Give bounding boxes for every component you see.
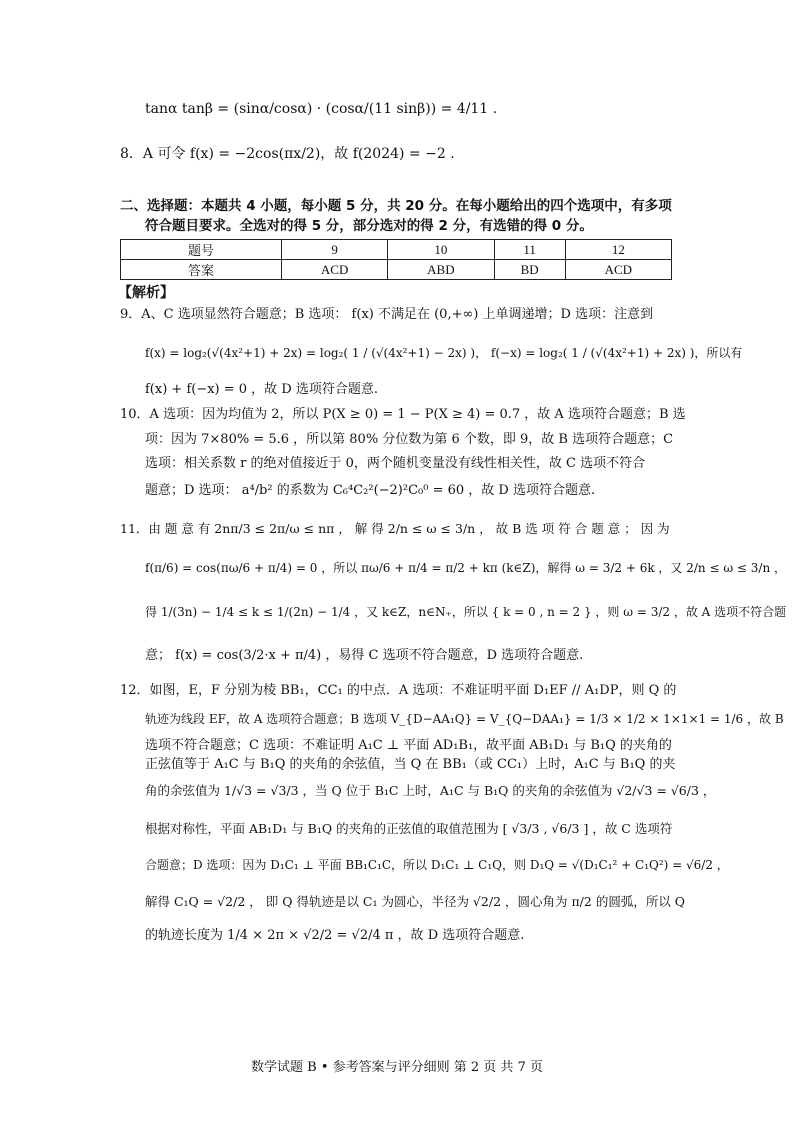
table-cell: 9 bbox=[282, 240, 388, 260]
q12-line-8: 解得 C₁Q = √2/2 ， 即 Q 得轨迹是以 C₁ 为圆心，半径为 √2/2 ，圆心角为 π/2 的圆弧，所以 Q bbox=[145, 894, 686, 909]
table-row bbox=[121, 240, 672, 260]
q9-line-1: 9．A、C 选项显然符合题意；B 选项： f(x) 不满足在 (0,+∞) 上单调递增；D 选项：注意到 bbox=[120, 307, 654, 322]
q11-line-4: 意； f(x) = cos(3/2·x + π/4) ，易得 C 选项不符合题意，D 选项符合题意. bbox=[145, 648, 584, 663]
answer-8: 8．A 可令 f(x) = −2cos(πx/2)，故 f(2024) = −2 . bbox=[120, 146, 455, 162]
table-row bbox=[121, 260, 672, 280]
q12-line-2: 轨迹为线段 EF，故 A 选项符合题意；B 选项 V_{D−AA₁Q} = V_{Q−DAA₁} = 1/3 × 1/2 × 1×1×1 = 1/6 ，故 B bbox=[145, 712, 784, 726]
q12-line-6: 根据对称性，平面 AB₁D₁ 与 B₁Q 的夹角的正弦值的取值范围为 [ √3/3 , √6/3 ] ，故 C 选项符 bbox=[145, 821, 673, 836]
q11-line-1: 11．由 题 意 有 2nπ/3 ≤ 2π/ω ≤ nπ ， 解 得 2/n ≤ ω ≤ 3/n ， 故 B 选 项 符 合 题 意 ； 因 为 bbox=[120, 521, 670, 536]
q12-line-5: 角的余弦值为 1/√3 = √3/3 ，当 Q 位于 B₁C 上时，A₁C 与 B₁Q 的夹角的余弦值为 √2/√3 = √6/3 ， bbox=[145, 783, 716, 798]
section-title-line-2: 符合题目要求。全选对的得 5 分，部分选对的得 2 分，有选错的得 0 分。 bbox=[145, 218, 593, 234]
table-cell: 12 bbox=[565, 240, 671, 260]
q11-line-3: 得 1/(3n) − 1/4 ≤ k ≤ 1/(2n) − 1/4 ，又 k∈Z，n∈N₊，所以 { k = 0 , n = 2 } ，则 ω = 3/2 ，故 A 选项不符合题 bbox=[145, 605, 787, 619]
equation-tan-product: tanα tanβ = (sinα/cosα) · (cosα/(11 sinβ)) = 4/11 . bbox=[145, 101, 498, 117]
table-cell: BD bbox=[494, 260, 565, 280]
analysis-heading: 【解析】 bbox=[118, 285, 174, 301]
q9-line-3: f(x) + f(−x) = 0 ，故 D 选项符合题意. bbox=[145, 382, 379, 397]
q12-line-1: 12．如图，E，F 分别为棱 BB₁，CC₁ 的中点．A 选项：不难证明平面 D₁EF // A₁DP，则 Q 的 bbox=[120, 683, 677, 698]
q10-line-2: 项：因为 7×80% = 5.6 ，所以第 80% 分位数为第 6 个数，即 9，故 B 选项符合题意；C bbox=[145, 432, 674, 447]
section-title-line-1: 二、选择题：本题共 4 小题，每小题 5 分，共 20 分。在每小题给出的四个选项中，有多项 bbox=[120, 198, 672, 214]
q12-line-4: 正弦值等于 A₁C 与 B₁Q 的夹角的余弦值，当 Q 在 BB₁（或 CC₁）上时，A₁C 与 B₁Q 的夹 bbox=[145, 757, 676, 772]
table-cell: ACD bbox=[282, 260, 388, 280]
q10-line-3: 选项：相关系数 r 的绝对值接近于 0，两个随机变量没有线性相关性，故 C 选项不符合 bbox=[145, 456, 646, 471]
table-cell: 11 bbox=[494, 240, 565, 260]
table-cell: 题号 bbox=[121, 240, 282, 260]
q12-line-3: 选项不符合题意；C 选项：不难证明 A₁C ⊥ 平面 AD₁B₁，故平面 AB₁D₁ 与 B₁Q 的夹角的 bbox=[145, 738, 672, 753]
table-cell: ABD bbox=[388, 260, 494, 280]
answer-table bbox=[120, 239, 672, 280]
q12-line-7: 合题意；D 选项：因为 D₁C₁ ⊥ 平面 BB₁C₁C，所以 D₁C₁ ⊥ C₁Q，则 D₁Q = √(D₁C₁² + C₁Q²) = √6/2 ， bbox=[145, 858, 729, 872]
table-cell: 答案 bbox=[121, 260, 282, 280]
q10-line-1: 10．A 选项：因为均值为 2，所以 P(X ≥ 0) = 1 − P(X ≥ 4) = 0.7 ，故 A 选项符合题意；B 选 bbox=[120, 407, 686, 422]
table-cell: ACD bbox=[565, 260, 671, 280]
q12-line-9: 的轨迹长度为 1/4 × 2π × √2/2 = √2/4 π ，故 D 选项符合题意. bbox=[145, 928, 525, 943]
page-footer: 数学试题 B • 参考答案与评分细则 第 2 页 共 7 页 bbox=[251, 1060, 543, 1075]
q9-line-2: f(x) = log₂(√(4x²+1) + 2x) = log₂( 1 / (√(4x²+1) − 2x) )， f(−x) = log₂( 1 / (√(4x²+1) + 2x) )，所以有 bbox=[145, 346, 743, 360]
q10-line-4: 题意；D 选项： a⁴/b² 的系数为 C₆⁴C₂²(−2)²C₀⁰ = 60 ，故 D 选项符合题意. bbox=[145, 483, 596, 498]
q11-line-2: f(π/6) = cos(πω/6 + π/4) = 0 ，所以 πω/6 + π/4 = π/2 + kπ (k∈Z)，解得 ω = 3/2 + 6k ，又 2/n ≤ ω ≤ 3/n ， bbox=[145, 561, 787, 575]
table-cell: 10 bbox=[388, 240, 494, 260]
